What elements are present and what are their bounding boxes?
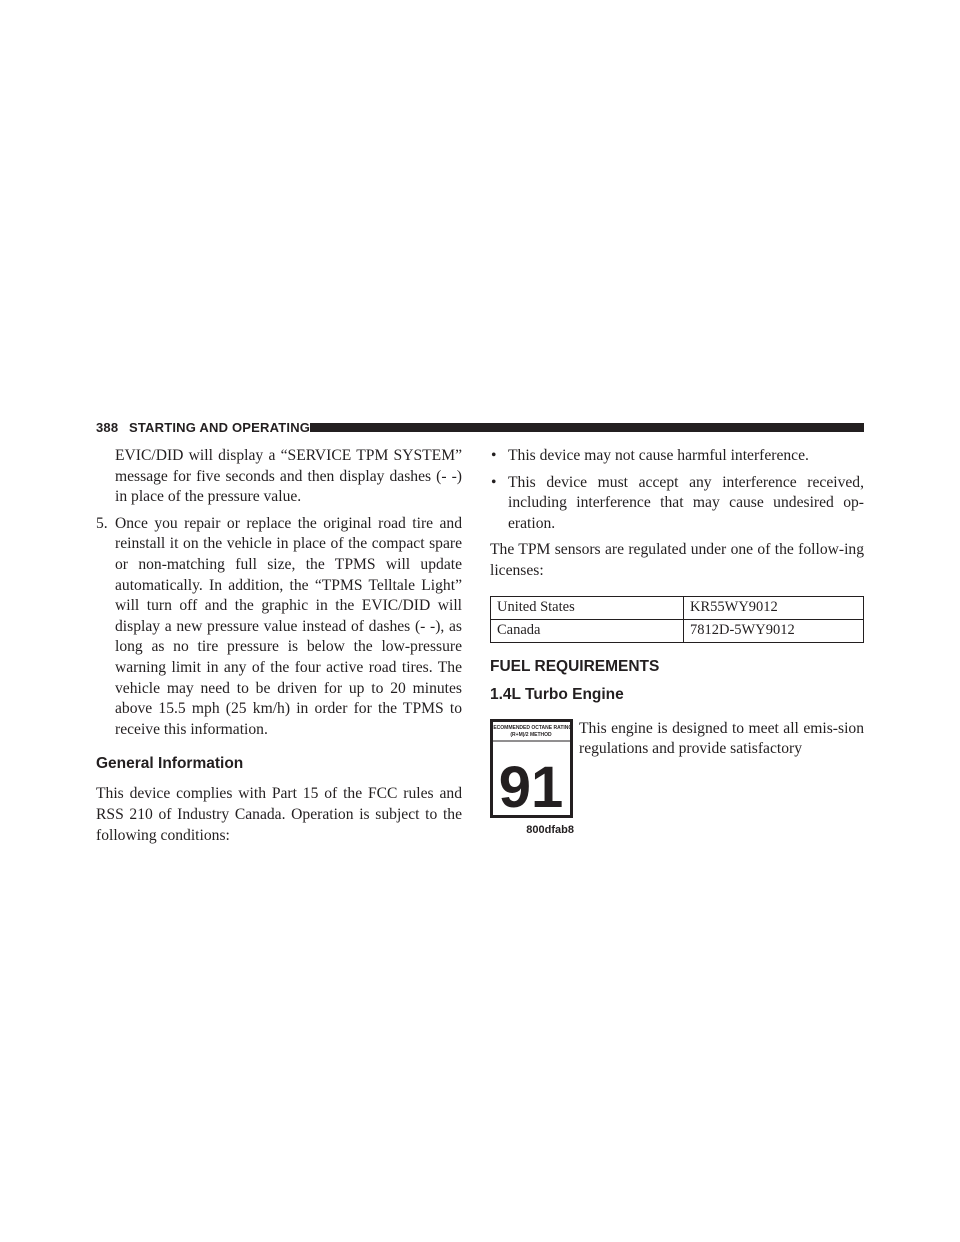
engine-heading: 1.4L Turbo Engine [490, 685, 624, 703]
left-column [96, 446, 462, 846]
octane-caption-line2: (R+M)/2 METHOD [510, 731, 552, 738]
page-header [96, 420, 864, 436]
general-information-paragraph: This device complies with Part 15 of the FCC rules and RSS 210 of Industry Canada. Operation is subject to the following conditions: [96, 785, 462, 844]
step-5 [96, 514, 462, 741]
license-table [490, 596, 864, 643]
table-cell-country: Canada [491, 619, 684, 642]
octane-caption-line1: RECOMMENDED OCTANE RATING [490, 724, 573, 731]
table-row [491, 596, 864, 619]
step-number: 5. [96, 514, 108, 532]
list-item [490, 473, 864, 535]
octane-number: 91 [498, 754, 564, 820]
bullet-icon: • [491, 473, 497, 491]
table-cell-license: 7812D-5WY9012 [684, 619, 864, 642]
bullet-text: This device may not cause harmful interference. [508, 447, 809, 464]
figure-id: 800dfab8 [526, 823, 574, 836]
bullet-text: This device must accept any interference received, including interference that may cause undesired op-eration. [508, 473, 864, 532]
fuel-paragraph: This engine is designed to meet all emis-sion regulations and provide satisfactory [579, 719, 864, 758]
bullet-icon: • [491, 447, 497, 464]
general-information-heading: General Information [96, 755, 244, 773]
licenses-intro: The TPM sensors are regulated under one of the follow-ing licenses: [490, 541, 864, 579]
table-cell-country: United States [491, 596, 684, 619]
header-rule [310, 423, 864, 432]
step-5-text: Once you repair or replace the original road tire and reinstall it on the vehicle in place of the compact spare or non-matching full size, the TPMS will update automatically. In addition, the “TPMS Telltale Light” will turn off and the graphic in the EVIC/DID will display a new pressure value instead of dashes (- -), as long as no tire pressure is below the low-pressure warning limit in any of the four active road tires. The vehicle may need to be driven for up to 20 minutes above 15.5 mph (25 km/h) in order for the TPMS to receive this information. [115, 514, 462, 738]
octane-rating-label-icon [490, 719, 575, 837]
table-cell-license: KR55WY9012 [684, 596, 864, 619]
right-column [490, 446, 864, 839]
list-item [490, 446, 864, 467]
section-title: STARTING AND OPERATING [129, 420, 311, 435]
fuel-requirements-heading: FUEL REQUIREMENTS [490, 657, 660, 675]
continued-paragraph: EVIC/DID will display a “SERVICE TPM SYSTEM” message for five seconds and then display dashes (- -) in place of the pressure value. [115, 447, 462, 506]
fuel-section [490, 719, 864, 839]
page-number: 388 [96, 420, 119, 435]
table-row [491, 619, 864, 642]
